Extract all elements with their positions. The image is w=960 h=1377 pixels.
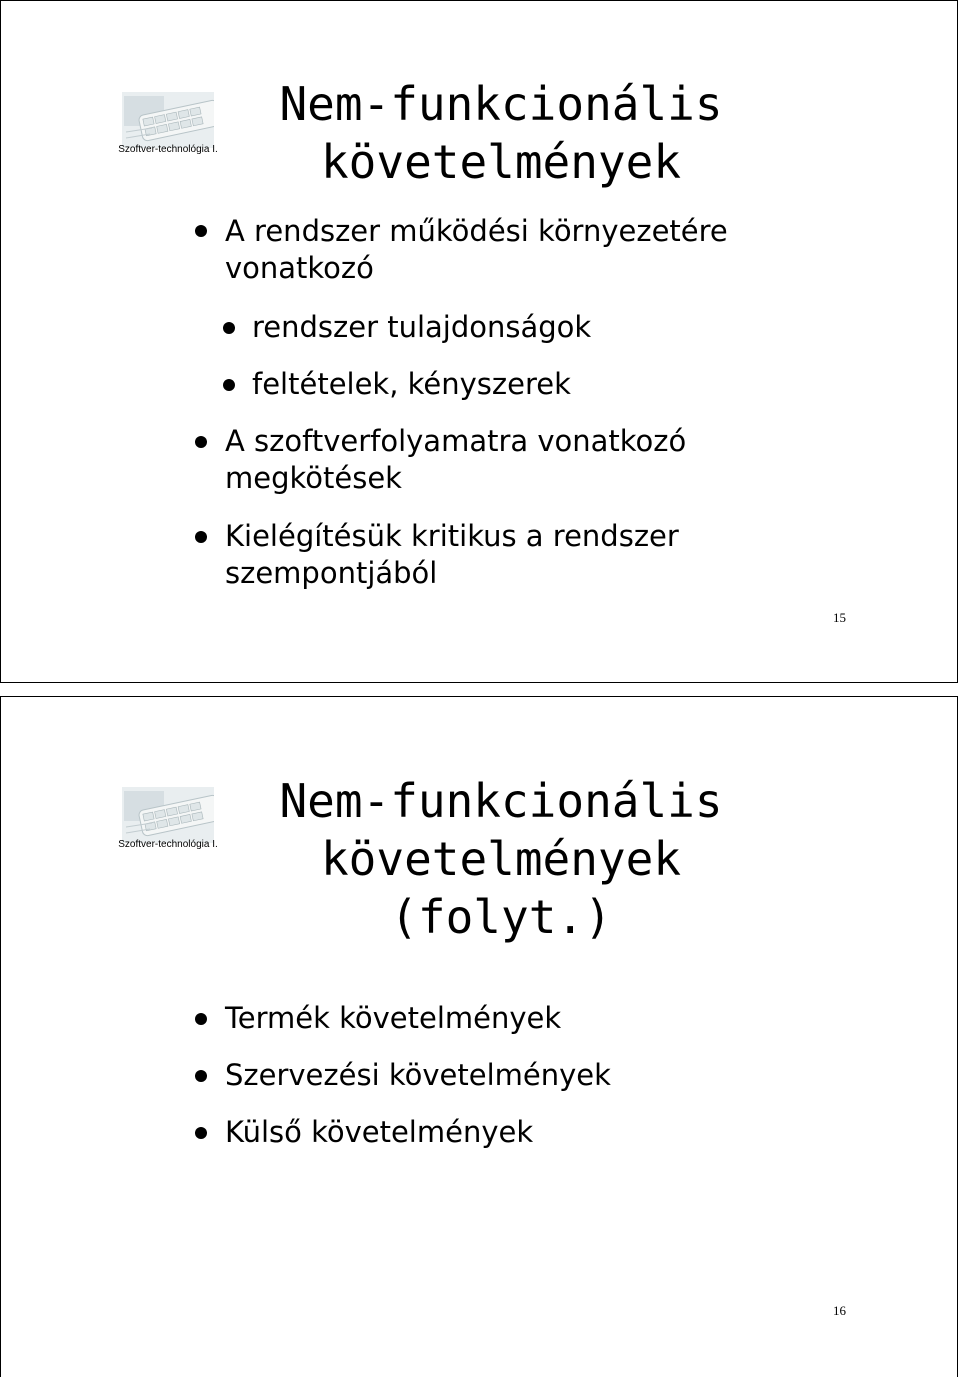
slide-title-line-1: Nem-funkcionális [279,774,723,828]
page-number: 15 [833,610,846,625]
bullet-dot-icon [195,531,207,543]
slide-15 [0,0,958,683]
bullet-text: A rendszer működési környezetére [225,214,728,248]
bullet-dot-icon [195,1013,207,1025]
bullet-dot-icon [195,1070,207,1082]
slide-title-line-1: Nem-funkcionális [279,77,723,131]
sub-bullet-text: feltételek, kényszerek [252,367,571,401]
bullet-text: Termék követelmények [225,1001,562,1035]
bullet-text-continuation: szempontjából [225,556,438,590]
bullet-text-continuation: megkötések [225,461,402,495]
sub-bullet-dot-icon [223,379,235,391]
bullet-dot-icon [195,1127,207,1139]
keyboard-logo-image [122,92,214,148]
sub-bullet-text: rendszer tulajdonságok [252,310,592,344]
slide-title-line-2: követelmények [320,135,682,189]
bullet-dot-icon [195,225,207,237]
logo-caption: Szoftver-technológia I. [118,839,218,850]
bullet-text: A szoftverfolyamatra vonatkozó [225,424,687,458]
slide-title-line-2: követelmények (folyt.) [320,832,682,944]
bullet-text-continuation: vonatkozó [225,251,374,285]
page-number: 16 [833,1303,846,1318]
logo-caption: Szoftver-technológia I. [118,144,218,155]
slide-16 [0,696,958,1377]
sub-bullet-dot-icon [223,322,235,334]
bullet-dot-icon [195,436,207,448]
bullet-text: Külső követelmények [225,1115,534,1149]
bullet-text: Kielégítésük kritikus a rendszer [225,519,679,553]
bullet-text: Szervezési követelmények [225,1058,611,1092]
